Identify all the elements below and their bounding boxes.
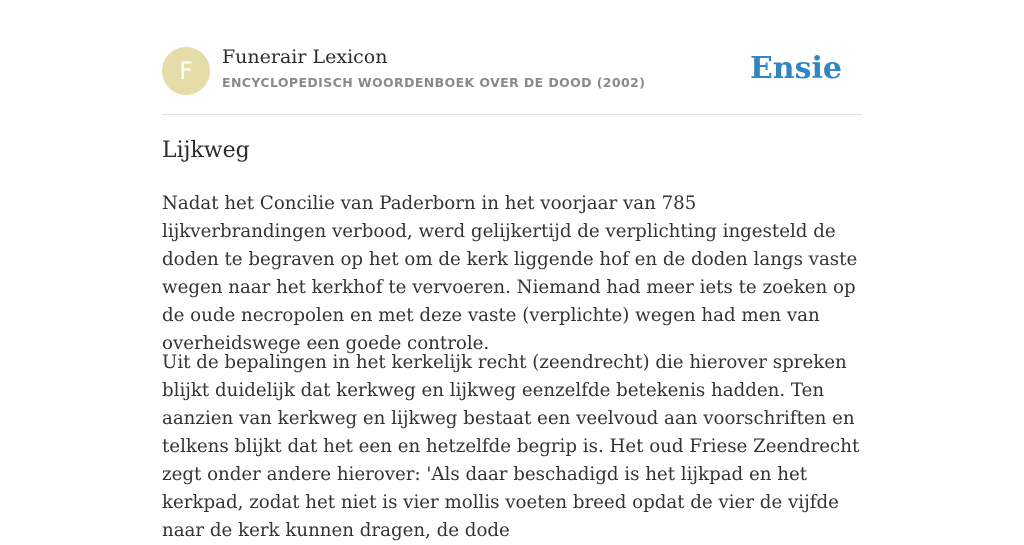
ensie-logo[interactable]: Ensie	[749, 51, 842, 86]
entry-paragraph: Nadat het Concilie van Paderborn in het voorjaar van 785 lijkverbrandingen verbood, werd gelijkertijd de verplichting ingesteld de doden te begraven op het om de kerk liggende hof en de doden langs vaste wegen naar het kerkhof te vervoeren. Niemand had meer iets te zoeken op de oude necropolen en met deze vaste (verplichte) wegen had men van overheidswege een goede controle.	[162, 193, 858, 354]
header	[162, 0, 862, 115]
lexicon-avatar[interactable]: F	[162, 47, 210, 95]
entry-paragraph: Uit de bepalingen in het kerkelijk recht (zeendrecht) die hierover spreken blijkt duidelijk dat kerkweg en lijkweg eenzelfde betekenis hadden. Ten aanzien van kerkweg en lijkweg bestaat een veelvoud aan voorschriften en telkens blijkt dat het een en hetzelfde begrip is. Het oud Friese Zeendrecht zegt onder andere hierover: 'Als daar beschadigd is het lijkpad en het kerkpad, zodat het niet is vier mollis voeten breed opdat de vier de vijfde naar de kerk kunnen dragen, de dode	[162, 352, 860, 541]
lexicon-subtitle: ENCYCLOPEDISCH WOORDENBOEK OVER DE DOOD (2002)	[222, 75, 646, 90]
lexicon-title[interactable]: Funerair Lexicon	[222, 46, 388, 68]
page-container	[162, 0, 862, 541]
entry-title: Lijkweg	[162, 138, 250, 163]
